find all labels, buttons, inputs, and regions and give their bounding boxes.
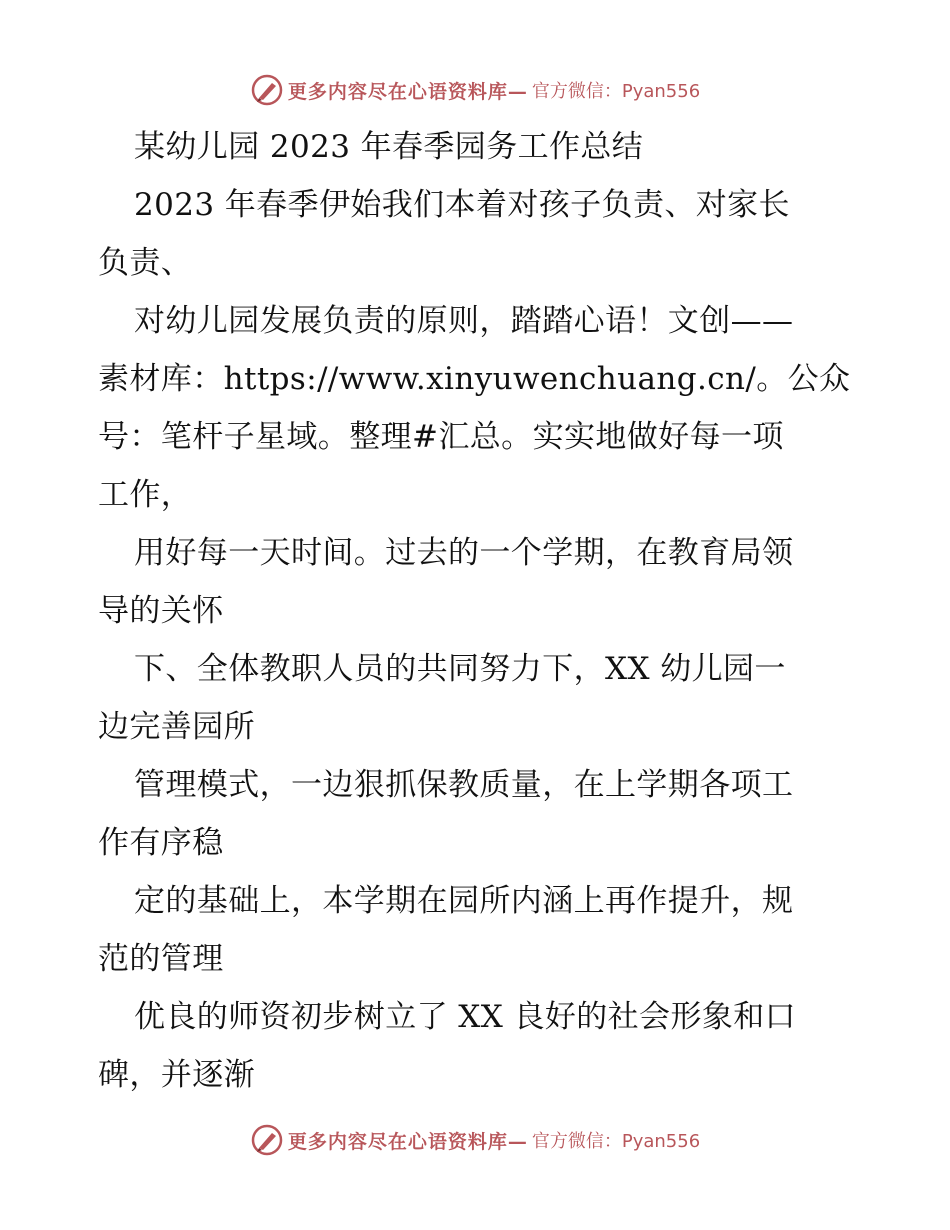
pen-logo-icon: [250, 1123, 284, 1157]
watermark-main-text: 更多内容尽在心语资料库—: [287, 1130, 528, 1153]
text-line: 定的基础上，本学期在园所内涵上再作提升，规: [134, 883, 794, 919]
text-line: 负责、: [98, 245, 193, 281]
text-line: 边完善园所: [98, 709, 255, 745]
text-line: 碑，并逐渐: [98, 1057, 255, 1093]
text-line: 管理模式，一边狠抓保教质量，在上学期各项工: [134, 767, 794, 803]
document-title: 某幼儿园 2023 年春季园务工作总结: [134, 129, 644, 165]
watermark-main-text: 更多内容尽在心语资料库—: [287, 80, 528, 103]
text-line: 对幼儿园发展负责的原则，踏踏心语！文创——: [134, 303, 794, 339]
text-line: 导的关怀: [98, 593, 224, 629]
text-line: 用好每一天时间。过去的一个学期，在教育局领: [134, 535, 794, 571]
text-line: 范的管理: [98, 941, 224, 977]
text-line: 素材库：https://www.xinyuwenchuang.cn/。公众: [98, 361, 851, 397]
footer-watermark: [0, 1120, 950, 1160]
header-watermark: [0, 70, 950, 110]
text-line: 号：笔杆子星域。整理#汇总。实实地做好每一项: [98, 419, 784, 455]
text-line: 工作，: [98, 477, 193, 513]
text-line: 下、全体教职人员的共同努力下，XX 幼儿园一: [134, 651, 786, 687]
text-line: 作有序稳: [98, 825, 224, 861]
document-body: [98, 118, 858, 1104]
text-line: 2023 年春季伊始我们本着对孩子负责、对家长: [134, 187, 790, 223]
pen-logo-icon: [250, 73, 284, 107]
watermark-sub-text: 官方微信：Pyan556: [531, 81, 701, 102]
text-line: 优良的师资初步树立了 XX 良好的社会形象和口: [134, 999, 797, 1035]
watermark-sub-text: 官方微信：Pyan556: [531, 1131, 701, 1152]
